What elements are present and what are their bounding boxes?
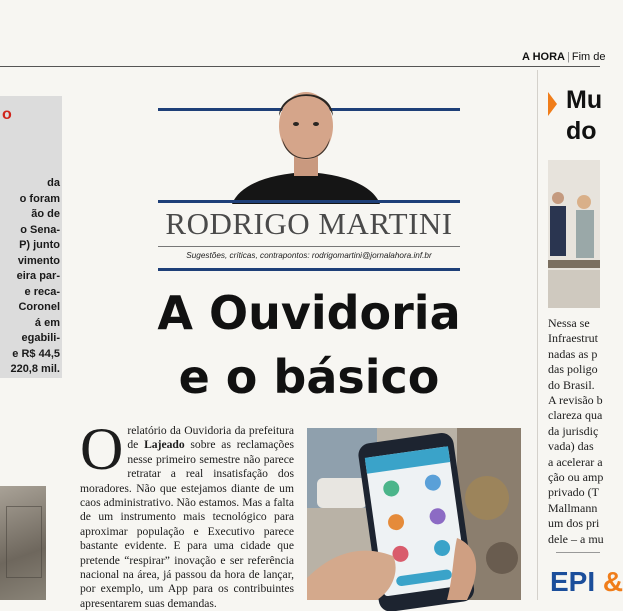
headline-line-2: e o básico [178, 350, 440, 404]
header-section: Fim de [571, 51, 606, 63]
body-city: Lajeado [144, 438, 185, 452]
right-line: do Brasil. [548, 377, 595, 392]
left-sidebar-title: o [2, 106, 12, 123]
right-headline-line-1: Mu [566, 86, 603, 114]
right-line: da jurisdiç [548, 423, 599, 438]
left-line: Coronel [18, 301, 60, 313]
right-line: a acelerar a [548, 454, 603, 469]
left-sidebar-box [0, 96, 62, 378]
left-line: eira par- [16, 270, 60, 282]
phone-app-photo [307, 428, 521, 600]
right-bottom-headline-word: EPI [550, 566, 596, 597]
author-contact: Sugestões, críticas, contrapontos: rodrigomartini@jornalahora.inf.br [186, 251, 432, 260]
left-sidebar-text [0, 176, 60, 378]
left-line: e reca- [24, 285, 60, 298]
left-line: e R$ 44,5 [12, 347, 60, 360]
right-line: A revisão b [548, 393, 603, 408]
author-name: RODRIGO MARTINI [165, 206, 453, 241]
section-arrow-icon [548, 92, 557, 116]
headline-line-1: A Ouvidoria [157, 286, 461, 340]
drop-cap: O [80, 416, 124, 482]
right-line: um dos pri [548, 516, 600, 531]
right-line: ção ou amp [548, 470, 604, 485]
article-body [80, 416, 295, 611]
left-line: da [47, 177, 60, 189]
header-rule [0, 66, 600, 67]
body-part-1: relatório da Ouvidoria da prefeitura de [127, 424, 294, 452]
left-line: ão de [31, 208, 60, 220]
right-line: Nessa se [548, 316, 590, 330]
name-top-rule [158, 200, 460, 203]
left-line: o foram [19, 192, 60, 205]
right-line: das poligo [548, 362, 598, 377]
right-line: vada) das [548, 439, 594, 454]
column-bottom-rule [158, 268, 460, 271]
newspaper-header [522, 51, 605, 63]
left-photo [0, 486, 46, 600]
right-article-text [548, 316, 608, 547]
left-line: P) junto [19, 239, 60, 251]
right-line: Mallmann [548, 500, 598, 515]
left-line: o Sena- [20, 223, 60, 236]
column-divider [537, 70, 538, 600]
left-line: egabili- [21, 332, 60, 344]
right-line: dele – a mu [548, 531, 604, 546]
left-line: á em [34, 316, 60, 329]
left-line: 220,8 mil. [10, 363, 60, 375]
right-photo [548, 160, 600, 308]
right-line: nadas as p [548, 346, 598, 361]
right-bottom-headline-mark: & [602, 566, 623, 597]
name-bottom-rule [158, 246, 460, 247]
right-bottom-headline [550, 566, 623, 598]
right-line: privado (T [548, 485, 599, 500]
right-line: clareza qua [548, 408, 603, 423]
left-line: vimento [17, 254, 60, 267]
left-photo-detail [6, 506, 42, 578]
right-line: Infraestrut [548, 331, 598, 346]
right-divider [556, 552, 600, 553]
author-portrait [232, 80, 380, 204]
right-headline-line-2: do [566, 117, 597, 145]
newspaper-brand: A HORA [522, 51, 565, 63]
header-separator: | [566, 51, 570, 63]
body-part-2: sobre as reclamações nesse primeiro semestre não parece retratar a real insatisfação dos moradores. Não que estejamos diante de um caos administrativo. Não estamos. Mas a falta de um instrumento mais tecnológico para aproximar população e Executivo parece bastante evidente. E para uma cidade que pretende “respirar” inovação e ser referência nacional na área, já passou da hora de lançar, por exemplo, um App para os contribuintes apresentarem suas demandas. [80, 438, 295, 610]
